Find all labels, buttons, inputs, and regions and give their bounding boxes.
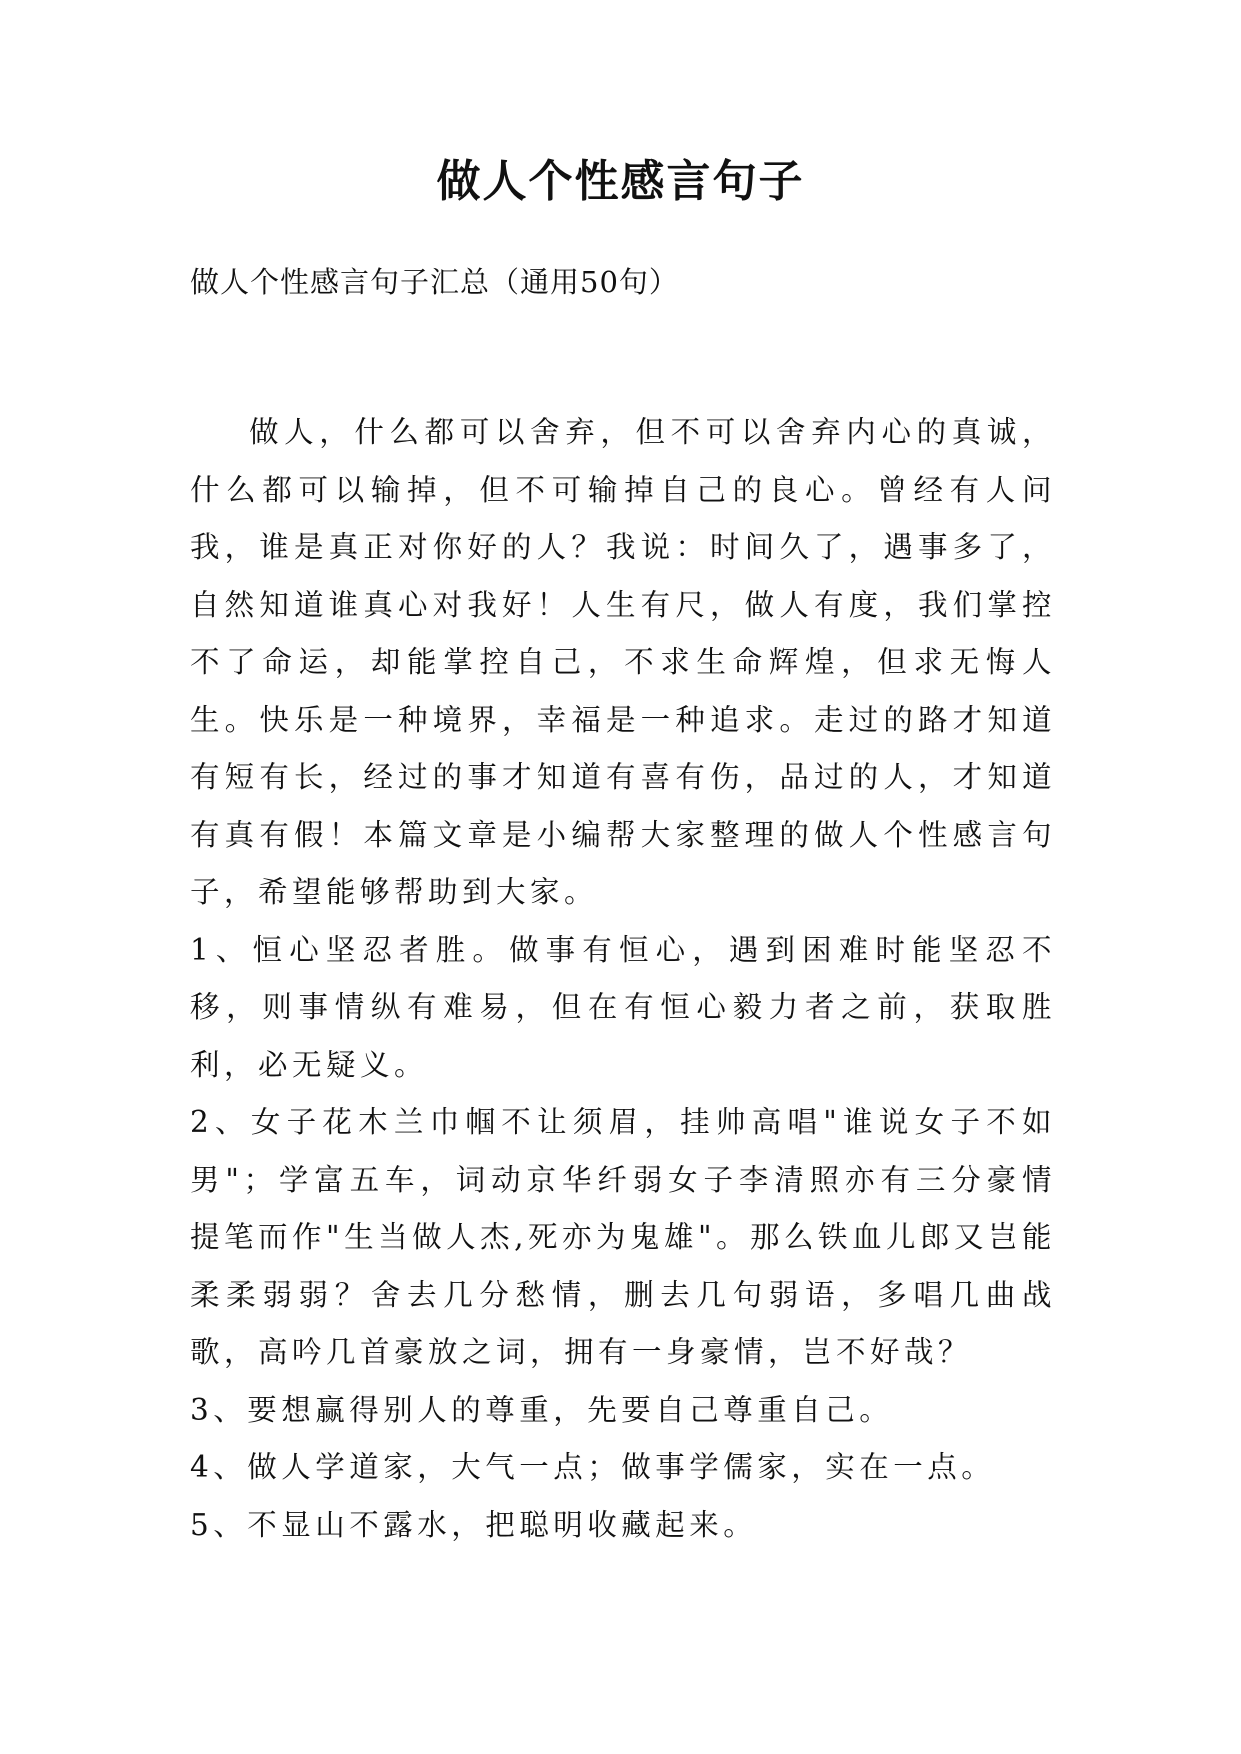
list-item: 3、要想赢得别人的尊重，先要自己尊重自己。 [190, 1392, 894, 1427]
list-item: 1、恒心坚忍者胜。做事有恒心，遇到困难时能坚忍不移，则事情纵有难易，但在有恒心毅力者之前，获取胜利，必无疑义。 [190, 932, 1056, 1082]
list-item: 5、不显山不露水，把聪明收藏起来。 [190, 1507, 758, 1542]
document-title: 做人个性感言句子 [436, 156, 805, 207]
list-item: 4、做人学道家，大气一点；做事学儒家，实在一点。 [190, 1450, 996, 1484]
list-item: 2、女子花木兰巾帼不让须眉，挂帅高唱"谁说女子不如男"；学富五车，词动京华纤弱女子李清照亦有三分豪情提笔而作"生当做人杰,死亦为鬼雄"。那么铁血儿郎又岂能柔柔弱弱？舍去几分愁情，删去几句弱语，多唱几曲战歌，高吟几首豪放之词，拥有一身豪情，岂不好哉？ [190, 1105, 1057, 1369]
intro-paragraph: 做人，什么都可以舍弃，但不可以舍弃内心的真诚，什么都可以输掉，但不可输掉自己的良心。曾经有人问我，谁是真正对你好的人？我说：时间久了，遇事多了，自然知道谁真心对我好！人生有尺，做人有度，我们掌控不了命运，却能掌控自己，不求生命辉煌，但求无悔人生。快乐是一种境界，幸福是一种追求。走过的路才知道有短有长，经过的事才知道有喜有伤，品过的人，才知道有真有假！本篇文章是小编帮大家整理的做人个性感言句子，希望能够帮助到大家。 [190, 415, 1056, 909]
document-body [190, 404, 1056, 1554]
document-subtitle: 做人个性感言句子汇总（通用50句） [190, 265, 679, 299]
